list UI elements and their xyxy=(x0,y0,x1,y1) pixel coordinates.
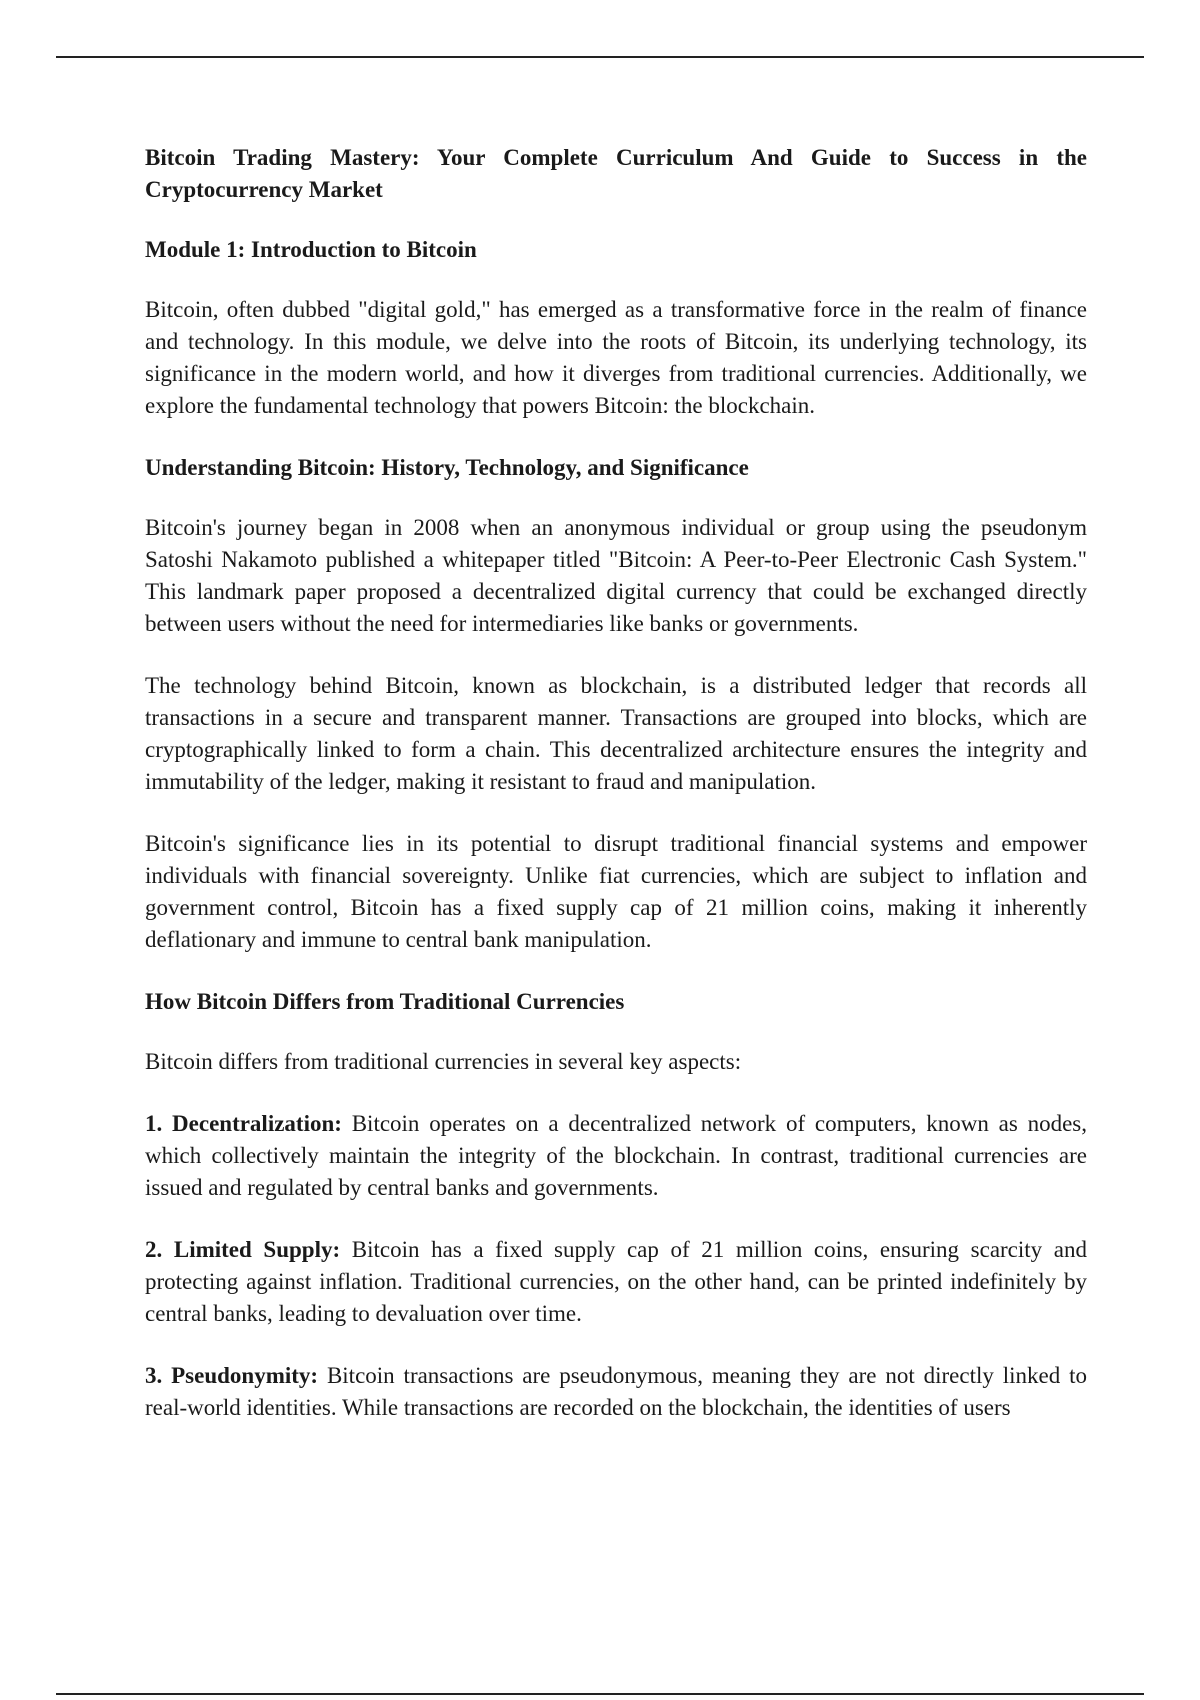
bottom-divider xyxy=(56,1693,1144,1695)
significance-paragraph: Bitcoin's significance lies in its potential to disrupt traditional financial systems and empower individuals with financial sovereignty. Unlike fiat currencies, which are subject to inflation and government control, Bitcoin has a fixed supply cap of 21 million coins, making it inherently deflationary and immune to central bank manipulation. xyxy=(145,831,1087,952)
difference-text: Bitcoin has a fixed supply cap of 21 million coins, ensuring scarcity and protecting against inflation. Traditional currencies, on the other hand, can be printed indefinitely by central banks, leading to devaluation over time. xyxy=(145,1237,1087,1326)
difference-item-limited-supply xyxy=(145,1234,1087,1330)
difference-label: 2. Limited Supply: xyxy=(145,1237,341,1262)
difference-item-decentralization xyxy=(145,1108,1087,1204)
difference-text: Bitcoin operates on a decentralized network of computers, known as nodes, which collectively maintain the integrity of the blockchain. In contrast, traditional currencies are issued and regulated by central banks and governments. xyxy=(145,1111,1087,1200)
differences-intro: Bitcoin differs from traditional currencies in several key aspects: xyxy=(145,1049,742,1074)
difference-item-pseudonymity xyxy=(145,1360,1087,1424)
difference-label: 3. Pseudonymity: xyxy=(145,1363,319,1388)
document-title: Bitcoin Trading Mastery: Your Complete Curriculum And Guide to Success in the Cryptocurrency Market xyxy=(145,145,1087,202)
technology-paragraph: The technology behind Bitcoin, known as blockchain, is a distributed ledger that records all transactions in a secure and transparent manner. Transactions are grouped into blocks, which are cryptographically linked to form a chain. This decentralized architecture ensures the integrity and immutability of the ledger, making it resistant to fraud and manipulation. xyxy=(145,673,1087,794)
intro-paragraph: Bitcoin, often dubbed "digital gold," has emerged as a transformative force in the realm of finance and technology. In this module, we delve into the roots of Bitcoin, its underlying technology, its significance in the modern world, and how it diverges from traditional currencies. Additionally, we explore the fundamental technology that powers Bitcoin: the blockchain. xyxy=(145,297,1087,418)
difference-label: 1. Decentralization: xyxy=(145,1111,342,1136)
module-heading: Module 1: Introduction to Bitcoin xyxy=(145,237,477,262)
section-heading-understanding-bitcoin: Understanding Bitcoin: History, Technology, and Significance xyxy=(145,455,749,480)
history-paragraph: Bitcoin's journey began in 2008 when an anonymous individual or group using the pseudonym Satoshi Nakamoto published a whitepaper titled "Bitcoin: A Peer-to-Peer Electronic Cash System." This landmark paper proposed a decentralized digital currency that could be exchanged directly between users without the need for intermediaries like banks or governments. xyxy=(145,515,1087,636)
difference-text: Bitcoin transactions are pseudonymous, meaning they are not directly linked to real-world identities. While transactions are recorded on the blockchain, the identities of users xyxy=(145,1363,1087,1420)
page-content xyxy=(145,142,1087,1454)
section-heading-differences: How Bitcoin Differs from Traditional Currencies xyxy=(145,989,625,1014)
top-divider xyxy=(56,56,1144,58)
